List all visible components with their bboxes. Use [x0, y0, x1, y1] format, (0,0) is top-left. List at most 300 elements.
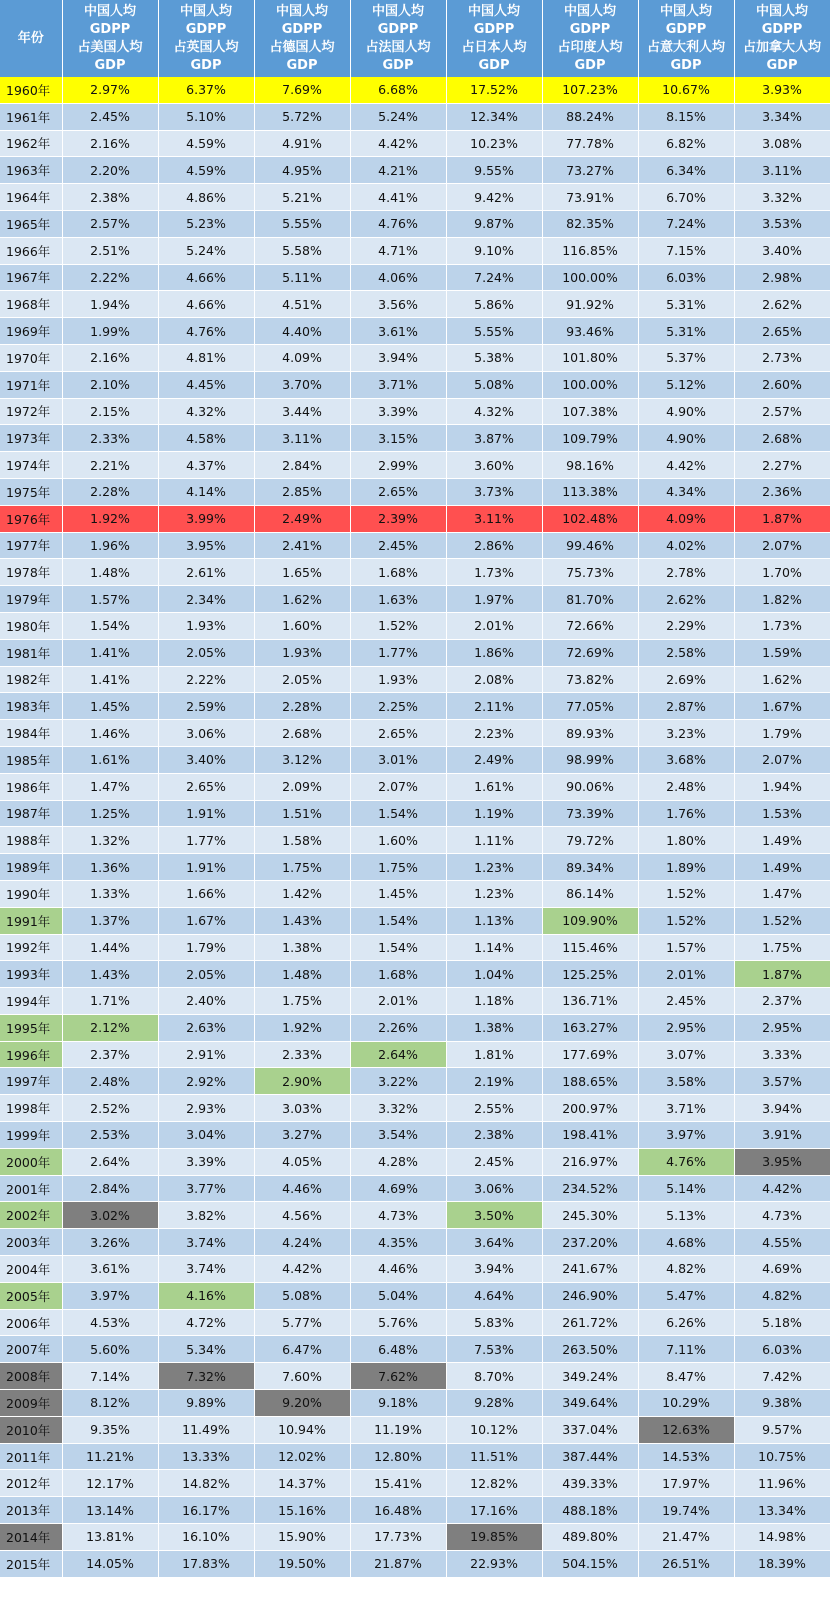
japan-ratio-cell: 9.10% — [446, 237, 542, 264]
germany-ratio-cell: 5.58% — [254, 237, 350, 264]
germany-ratio-cell: 2.84% — [254, 452, 350, 479]
table-row — [0, 1256, 830, 1283]
japan-ratio-cell: 3.64% — [446, 1229, 542, 1256]
japan-ratio-cell: 3.60% — [446, 452, 542, 479]
usa-ratio-cell: 1.36% — [62, 854, 158, 881]
canada-ratio-cell: 14.98% — [734, 1524, 830, 1551]
india-ratio-cell: 79.72% — [542, 827, 638, 854]
india-ratio-cell: 91.92% — [542, 291, 638, 318]
uk-ratio-cell: 1.91% — [158, 800, 254, 827]
canada-ratio-cell: 4.42% — [734, 1175, 830, 1202]
canada-ratio-cell: 3.91% — [734, 1122, 830, 1149]
uk-ratio-cell: 5.34% — [158, 1336, 254, 1363]
uk-ratio-cell: 3.77% — [158, 1175, 254, 1202]
header-line: GDP — [670, 57, 702, 73]
table-row — [0, 1363, 830, 1390]
table-row — [0, 1443, 830, 1470]
year-cell: 1971年 — [0, 371, 62, 398]
japan-ratio-cell: 1.11% — [446, 827, 542, 854]
table-row — [0, 344, 830, 371]
year-cell: 2002年 — [0, 1202, 62, 1229]
table-row — [0, 291, 830, 318]
italy-ratio-cell: 1.52% — [638, 907, 734, 934]
france-ratio-cell: 4.76% — [350, 210, 446, 237]
germany-ratio-cell: 2.90% — [254, 1068, 350, 1095]
india-ratio-cell: 246.90% — [542, 1282, 638, 1309]
japan-ratio-cell: 2.55% — [446, 1095, 542, 1122]
india-ratio-cell: 75.73% — [542, 559, 638, 586]
france-ratio-cell: 17.73% — [350, 1524, 446, 1551]
italy-ratio-cell: 5.14% — [638, 1175, 734, 1202]
france-ratio-cell: 1.54% — [350, 800, 446, 827]
canada-ratio-cell: 1.94% — [734, 773, 830, 800]
france-ratio-cell: 3.71% — [350, 371, 446, 398]
year-cell: 2013年 — [0, 1497, 62, 1524]
italy-ratio-cell: 4.68% — [638, 1229, 734, 1256]
japan-ratio-cell: 17.16% — [446, 1497, 542, 1524]
india-ratio-cell: 439.33% — [542, 1470, 638, 1497]
germany-ratio-cell: 1.42% — [254, 880, 350, 907]
france-ratio-cell: 2.26% — [350, 1014, 446, 1041]
table-row — [0, 425, 830, 452]
india-ratio-cell: 198.41% — [542, 1122, 638, 1149]
germany-ratio-cell: 2.85% — [254, 478, 350, 505]
germany-ratio-cell: 1.58% — [254, 827, 350, 854]
usa-ratio-cell: 1.47% — [62, 773, 158, 800]
canada-ratio-cell: 2.27% — [734, 452, 830, 479]
germany-ratio-cell: 3.70% — [254, 371, 350, 398]
india-ratio-cell: 88.24% — [542, 103, 638, 130]
japan-ratio-cell: 3.87% — [446, 425, 542, 452]
usa-ratio-cell: 2.12% — [62, 1014, 158, 1041]
italy-ratio-cell: 1.76% — [638, 800, 734, 827]
uk-ratio-cell: 1.91% — [158, 854, 254, 881]
india-ratio-cell: 89.34% — [542, 854, 638, 881]
usa-ratio-cell: 2.28% — [62, 478, 158, 505]
uk-ratio-cell: 4.45% — [158, 371, 254, 398]
india-ratio-cell: 73.82% — [542, 666, 638, 693]
header-line: 占德国人均 — [269, 39, 335, 55]
header-line: GDPP — [185, 21, 227, 37]
japan-ratio-cell: 1.97% — [446, 586, 542, 613]
japan-ratio-cell: 5.83% — [446, 1309, 542, 1336]
uk-ratio-cell: 2.61% — [158, 559, 254, 586]
japan-ratio-cell: 9.28% — [446, 1390, 542, 1417]
japan-ratio-cell: 2.86% — [446, 532, 542, 559]
india-ratio-cell: 107.38% — [542, 398, 638, 425]
table-row — [0, 800, 830, 827]
italy-ratio-cell: 8.15% — [638, 103, 734, 130]
france-ratio-cell: 4.41% — [350, 184, 446, 211]
uk-ratio-cell: 1.77% — [158, 827, 254, 854]
italy-ratio-cell: 12.63% — [638, 1416, 734, 1443]
usa-ratio-cell: 1.71% — [62, 988, 158, 1015]
japan-ratio-cell: 3.73% — [446, 478, 542, 505]
germany-ratio-cell: 9.20% — [254, 1390, 350, 1417]
india-ratio-cell: 107.23% — [542, 77, 638, 103]
uk-ratio-cell: 2.91% — [158, 1041, 254, 1068]
table-row — [0, 318, 830, 345]
germany-ratio-cell: 1.60% — [254, 612, 350, 639]
germany-ratio-cell: 2.28% — [254, 693, 350, 720]
year-cell: 2005年 — [0, 1282, 62, 1309]
year-cell: 1961年 — [0, 103, 62, 130]
table-row — [0, 720, 830, 747]
canada-ratio-cell: 2.68% — [734, 425, 830, 452]
canada-ratio-cell: 1.49% — [734, 827, 830, 854]
header-line: 中国人均 — [563, 3, 616, 19]
france-ratio-cell: 3.01% — [350, 746, 446, 773]
japan-ratio-cell: 2.19% — [446, 1068, 542, 1095]
header-line: 占印度人均 — [557, 39, 623, 55]
germany-ratio-cell: 4.42% — [254, 1256, 350, 1283]
france-ratio-cell: 2.99% — [350, 452, 446, 479]
germany-ratio-cell: 4.40% — [254, 318, 350, 345]
usa-ratio-cell: 1.32% — [62, 827, 158, 854]
usa-ratio-cell: 3.61% — [62, 1256, 158, 1283]
italy-ratio-cell: 4.09% — [638, 505, 734, 532]
table-row — [0, 1202, 830, 1229]
uk-ratio-cell: 4.86% — [158, 184, 254, 211]
japan-ratio-cell: 19.85% — [446, 1524, 542, 1551]
france-ratio-cell: 4.73% — [350, 1202, 446, 1229]
france-ratio-cell: 21.87% — [350, 1550, 446, 1577]
india-ratio-cell: 163.27% — [542, 1014, 638, 1041]
canada-ratio-cell: 3.11% — [734, 157, 830, 184]
india-ratio-cell: 98.99% — [542, 746, 638, 773]
year-cell: 2004年 — [0, 1256, 62, 1283]
germany-ratio-cell: 4.05% — [254, 1148, 350, 1175]
germany-ratio-cell: 4.09% — [254, 344, 350, 371]
usa-ratio-cell: 1.33% — [62, 880, 158, 907]
year-cell: 2014年 — [0, 1524, 62, 1551]
table-row — [0, 1041, 830, 1068]
uk-ratio-cell: 1.93% — [158, 612, 254, 639]
italy-ratio-cell: 8.47% — [638, 1363, 734, 1390]
italy-ratio-cell: 6.03% — [638, 264, 734, 291]
italy-ratio-cell: 3.71% — [638, 1095, 734, 1122]
header-line: GDPP — [761, 21, 803, 37]
japan-ratio-cell: 10.12% — [446, 1416, 542, 1443]
uk-ratio-cell: 2.40% — [158, 988, 254, 1015]
uk-ratio-cell: 4.59% — [158, 130, 254, 157]
france-ratio-cell: 5.04% — [350, 1282, 446, 1309]
india-ratio-cell: 263.50% — [542, 1336, 638, 1363]
uk-ratio-cell: 2.05% — [158, 639, 254, 666]
india-ratio-cell: 504.15% — [542, 1550, 638, 1577]
france-ratio-cell: 4.71% — [350, 237, 446, 264]
uk-ratio-cell: 3.04% — [158, 1122, 254, 1149]
table-row — [0, 1524, 830, 1551]
italy-ratio-cell: 4.82% — [638, 1256, 734, 1283]
year-cell: 2010年 — [0, 1416, 62, 1443]
france-ratio-cell: 1.52% — [350, 612, 446, 639]
year-cell: 1974年 — [0, 452, 62, 479]
germany-ratio-cell: 3.44% — [254, 398, 350, 425]
usa-ratio-header — [62, 0, 158, 77]
india-ratio-cell: 93.46% — [542, 318, 638, 345]
usa-ratio-cell: 13.14% — [62, 1497, 158, 1524]
germany-ratio-cell: 4.95% — [254, 157, 350, 184]
india-ratio-cell: 100.00% — [542, 371, 638, 398]
france-ratio-cell: 3.94% — [350, 344, 446, 371]
japan-ratio-cell: 17.52% — [446, 77, 542, 103]
canada-ratio-cell: 3.57% — [734, 1068, 830, 1095]
usa-ratio-cell: 2.33% — [62, 425, 158, 452]
year-cell: 1978年 — [0, 559, 62, 586]
table-row — [0, 1014, 830, 1041]
canada-ratio-cell: 1.67% — [734, 693, 830, 720]
germany-ratio-cell: 1.93% — [254, 639, 350, 666]
canada-ratio-cell: 1.73% — [734, 612, 830, 639]
header-line: 中国人均 — [659, 3, 712, 19]
japan-ratio-cell: 1.81% — [446, 1041, 542, 1068]
table-row — [0, 1390, 830, 1417]
table-row — [0, 478, 830, 505]
uk-ratio-cell: 3.82% — [158, 1202, 254, 1229]
uk-ratio-cell: 13.33% — [158, 1443, 254, 1470]
france-ratio-header — [350, 0, 446, 77]
germany-ratio-cell: 15.16% — [254, 1497, 350, 1524]
table-row — [0, 130, 830, 157]
table-row — [0, 1122, 830, 1149]
header-line: GDPP — [89, 21, 131, 37]
header-line: 中国人均 — [467, 3, 520, 19]
header-line: GDPP — [665, 21, 707, 37]
canada-ratio-cell: 3.95% — [734, 1148, 830, 1175]
year-cell: 1975年 — [0, 478, 62, 505]
france-ratio-cell: 2.45% — [350, 532, 446, 559]
year-cell: 1998年 — [0, 1095, 62, 1122]
india-ratio-cell: 349.24% — [542, 1363, 638, 1390]
table-row — [0, 1550, 830, 1577]
italy-ratio-cell: 14.53% — [638, 1443, 734, 1470]
year-cell: 1960年 — [0, 77, 62, 103]
uk-ratio-cell: 2.93% — [158, 1095, 254, 1122]
japan-ratio-cell: 3.06% — [446, 1175, 542, 1202]
canada-ratio-cell: 2.07% — [734, 746, 830, 773]
table-row — [0, 264, 830, 291]
year-cell: 1966年 — [0, 237, 62, 264]
germany-ratio-header — [254, 0, 350, 77]
year-cell: 2009年 — [0, 1390, 62, 1417]
germany-ratio-cell: 4.24% — [254, 1229, 350, 1256]
year-cell: 1965年 — [0, 210, 62, 237]
france-ratio-cell: 4.46% — [350, 1256, 446, 1283]
uk-ratio-cell: 1.79% — [158, 934, 254, 961]
year-cell: 1999年 — [0, 1122, 62, 1149]
usa-ratio-cell: 2.45% — [62, 103, 158, 130]
france-ratio-cell: 2.07% — [350, 773, 446, 800]
header-line: 中国人均 — [755, 3, 808, 19]
france-ratio-cell: 16.48% — [350, 1497, 446, 1524]
usa-ratio-cell: 7.14% — [62, 1363, 158, 1390]
table-row — [0, 1309, 830, 1336]
year-cell: 1963年 — [0, 157, 62, 184]
india-ratio-cell: 109.90% — [542, 907, 638, 934]
italy-ratio-cell: 2.69% — [638, 666, 734, 693]
uk-ratio-cell: 2.63% — [158, 1014, 254, 1041]
canada-ratio-cell: 1.62% — [734, 666, 830, 693]
france-ratio-cell: 3.54% — [350, 1122, 446, 1149]
uk-ratio-cell: 5.10% — [158, 103, 254, 130]
usa-ratio-cell: 1.41% — [62, 639, 158, 666]
india-ratio-cell: 72.66% — [542, 612, 638, 639]
france-ratio-cell: 4.06% — [350, 264, 446, 291]
uk-ratio-cell: 3.74% — [158, 1229, 254, 1256]
canada-ratio-cell: 4.55% — [734, 1229, 830, 1256]
year-header — [0, 0, 62, 77]
italy-ratio-cell: 19.74% — [638, 1497, 734, 1524]
canada-ratio-cell: 9.38% — [734, 1390, 830, 1417]
france-ratio-cell: 4.35% — [350, 1229, 446, 1256]
france-ratio-cell: 1.77% — [350, 639, 446, 666]
year-cell: 1995年 — [0, 1014, 62, 1041]
canada-ratio-cell: 13.34% — [734, 1497, 830, 1524]
france-ratio-cell: 2.65% — [350, 720, 446, 747]
uk-ratio-cell: 2.92% — [158, 1068, 254, 1095]
canada-ratio-cell: 3.34% — [734, 103, 830, 130]
france-ratio-cell: 1.54% — [350, 907, 446, 934]
germany-ratio-cell: 3.27% — [254, 1122, 350, 1149]
canada-ratio-cell: 1.49% — [734, 854, 830, 881]
uk-ratio-cell: 4.32% — [158, 398, 254, 425]
uk-ratio-cell: 17.83% — [158, 1550, 254, 1577]
india-ratio-cell: 73.39% — [542, 800, 638, 827]
italy-ratio-cell: 6.26% — [638, 1309, 734, 1336]
usa-ratio-cell: 2.52% — [62, 1095, 158, 1122]
germany-ratio-cell: 1.75% — [254, 854, 350, 881]
india-ratio-cell: 101.80% — [542, 344, 638, 371]
year-cell: 1990年 — [0, 880, 62, 907]
germany-ratio-cell: 7.60% — [254, 1363, 350, 1390]
header-line: GDP — [190, 57, 222, 73]
italy-ratio-cell: 2.78% — [638, 559, 734, 586]
italy-ratio-cell: 2.29% — [638, 612, 734, 639]
canada-ratio-cell: 4.69% — [734, 1256, 830, 1283]
canada-ratio-cell: 5.18% — [734, 1309, 830, 1336]
germany-ratio-cell: 1.92% — [254, 1014, 350, 1041]
germany-ratio-cell: 1.51% — [254, 800, 350, 827]
france-ratio-cell: 11.19% — [350, 1416, 446, 1443]
year-cell: 1973年 — [0, 425, 62, 452]
usa-ratio-cell: 1.99% — [62, 318, 158, 345]
india-ratio-cell: 125.25% — [542, 961, 638, 988]
canada-ratio-cell: 7.42% — [734, 1363, 830, 1390]
france-ratio-cell: 1.93% — [350, 666, 446, 693]
germany-ratio-cell: 1.65% — [254, 559, 350, 586]
uk-ratio-cell: 2.22% — [158, 666, 254, 693]
italy-ratio-cell: 26.51% — [638, 1550, 734, 1577]
table-row — [0, 1175, 830, 1202]
japan-ratio-header — [446, 0, 542, 77]
japan-ratio-cell: 1.61% — [446, 773, 542, 800]
germany-ratio-cell: 1.38% — [254, 934, 350, 961]
france-ratio-cell: 7.62% — [350, 1363, 446, 1390]
japan-ratio-cell: 7.53% — [446, 1336, 542, 1363]
italy-ratio-cell: 2.87% — [638, 693, 734, 720]
table-row — [0, 1470, 830, 1497]
uk-ratio-header — [158, 0, 254, 77]
usa-ratio-cell: 2.20% — [62, 157, 158, 184]
germany-ratio-cell: 5.72% — [254, 103, 350, 130]
usa-ratio-cell: 2.15% — [62, 398, 158, 425]
uk-ratio-cell: 4.14% — [158, 478, 254, 505]
canada-ratio-cell: 2.62% — [734, 291, 830, 318]
italy-ratio-cell: 5.31% — [638, 318, 734, 345]
table-row — [0, 1282, 830, 1309]
uk-ratio-cell: 3.74% — [158, 1256, 254, 1283]
japan-ratio-cell: 10.23% — [446, 130, 542, 157]
japan-ratio-cell: 9.55% — [446, 157, 542, 184]
india-ratio-cell: 489.80% — [542, 1524, 638, 1551]
year-cell: 2001年 — [0, 1175, 62, 1202]
italy-ratio-cell: 7.24% — [638, 210, 734, 237]
canada-ratio-cell: 6.03% — [734, 1336, 830, 1363]
uk-ratio-cell: 1.67% — [158, 907, 254, 934]
canada-ratio-cell: 1.59% — [734, 639, 830, 666]
germany-ratio-cell: 3.11% — [254, 425, 350, 452]
japan-ratio-cell: 7.24% — [446, 264, 542, 291]
india-ratio-cell: 82.35% — [542, 210, 638, 237]
canada-ratio-cell: 3.53% — [734, 210, 830, 237]
france-ratio-cell: 2.25% — [350, 693, 446, 720]
usa-ratio-cell: 1.96% — [62, 532, 158, 559]
france-ratio-cell: 4.28% — [350, 1148, 446, 1175]
canada-ratio-cell: 3.94% — [734, 1095, 830, 1122]
uk-ratio-cell: 4.58% — [158, 425, 254, 452]
india-ratio-cell: 188.65% — [542, 1068, 638, 1095]
canada-ratio-cell: 4.82% — [734, 1282, 830, 1309]
germany-ratio-cell: 4.56% — [254, 1202, 350, 1229]
india-ratio-cell: 72.69% — [542, 639, 638, 666]
italy-ratio-cell: 2.95% — [638, 1014, 734, 1041]
canada-ratio-cell: 2.37% — [734, 988, 830, 1015]
canada-ratio-cell: 3.33% — [734, 1041, 830, 1068]
india-ratio-cell: 109.79% — [542, 425, 638, 452]
usa-ratio-cell: 2.10% — [62, 371, 158, 398]
india-ratio-cell: 99.46% — [542, 532, 638, 559]
usa-ratio-cell: 1.43% — [62, 961, 158, 988]
table-row — [0, 1416, 830, 1443]
usa-ratio-cell: 2.16% — [62, 130, 158, 157]
header-line: 年份 — [17, 30, 44, 46]
table-row — [0, 1336, 830, 1363]
year-cell: 2003年 — [0, 1229, 62, 1256]
table-row — [0, 371, 830, 398]
header-line: GDP — [286, 57, 318, 73]
table-row — [0, 1095, 830, 1122]
france-ratio-cell: 1.68% — [350, 559, 446, 586]
india-ratio-cell: 73.91% — [542, 184, 638, 211]
italy-ratio-cell: 4.76% — [638, 1148, 734, 1175]
india-ratio-cell: 200.97% — [542, 1095, 638, 1122]
germany-ratio-cell: 1.62% — [254, 586, 350, 613]
japan-ratio-cell: 9.42% — [446, 184, 542, 211]
japan-ratio-cell: 1.23% — [446, 854, 542, 881]
france-ratio-cell: 4.69% — [350, 1175, 446, 1202]
usa-ratio-cell: 1.25% — [62, 800, 158, 827]
france-ratio-cell: 9.18% — [350, 1390, 446, 1417]
italy-ratio-cell: 3.68% — [638, 746, 734, 773]
table-row — [0, 639, 830, 666]
italy-ratio-cell: 21.47% — [638, 1524, 734, 1551]
italy-ratio-cell: 2.45% — [638, 988, 734, 1015]
uk-ratio-cell: 3.39% — [158, 1148, 254, 1175]
germany-ratio-cell: 2.33% — [254, 1041, 350, 1068]
header-line: GDP — [766, 57, 798, 73]
uk-ratio-cell: 2.05% — [158, 961, 254, 988]
